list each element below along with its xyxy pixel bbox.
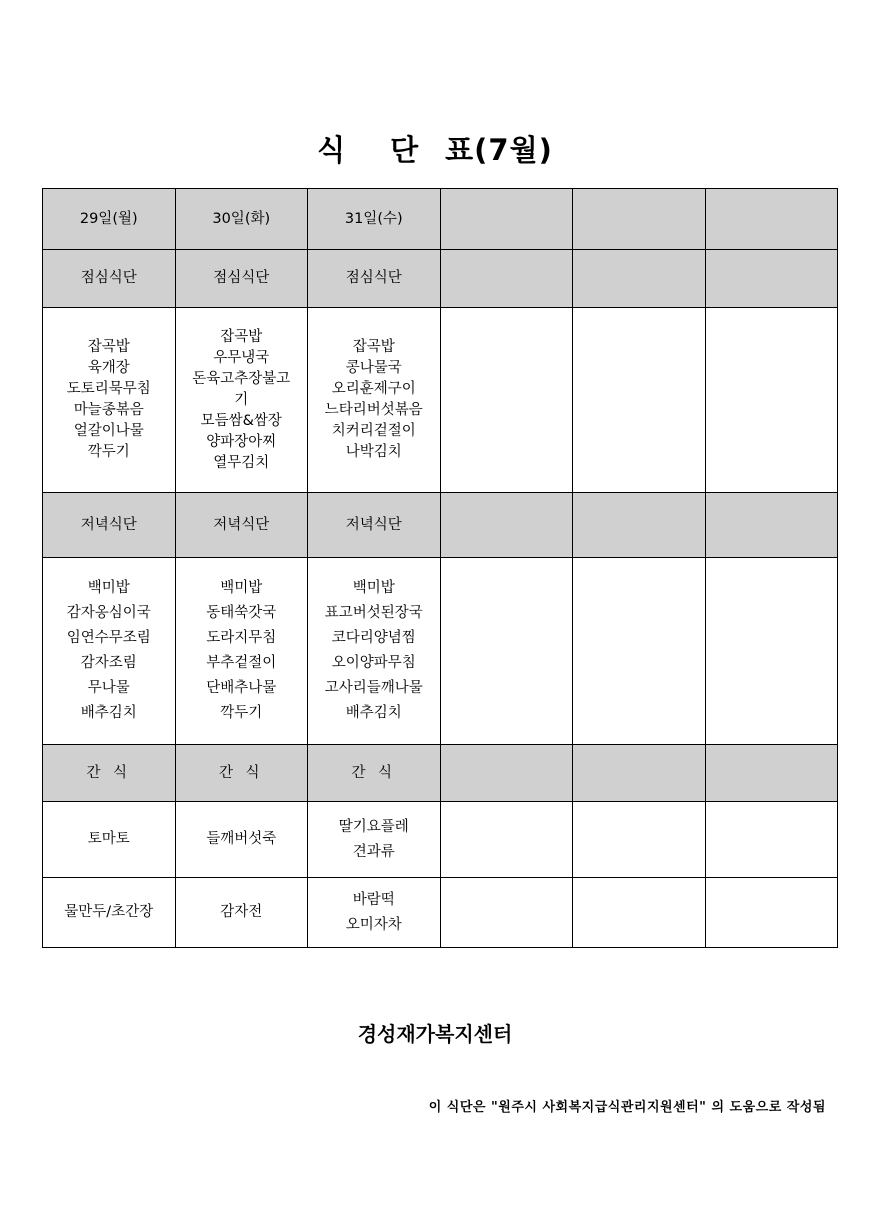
menu-item: 무나물 xyxy=(87,680,130,696)
menu-item: 표고버섯된장국 xyxy=(324,605,423,621)
menu-item: 얼갈이나물 xyxy=(73,423,144,439)
snack-header-row xyxy=(43,745,838,802)
lunch-header-cell: 점심식단 xyxy=(175,250,308,308)
menu-item: 돈육고추장불고 xyxy=(192,370,291,387)
footnote: 이 식단은 "원주시 사회복지급식관리지원센터" 의 도움으로 작성됨 xyxy=(428,1100,826,1115)
snack-row-2 xyxy=(43,878,838,948)
date-cell: 30일(화) xyxy=(175,189,308,250)
snack-cell xyxy=(705,878,838,948)
menu-item: 배추김치 xyxy=(345,705,402,721)
snack-cell xyxy=(573,878,706,948)
snack-cell xyxy=(175,802,308,878)
menu-item: 백미밥 xyxy=(352,580,395,596)
menu-item: 코다리양념찜 xyxy=(331,630,416,646)
snack-header-cell xyxy=(440,745,573,802)
page-title xyxy=(0,128,870,169)
menu-item: 오리훈제구이 xyxy=(331,381,416,397)
dinner-menu-cell xyxy=(175,558,308,745)
menu-item: 육개장 xyxy=(87,360,130,376)
menu-item: 오이양파무침 xyxy=(331,655,416,671)
menu-item: 양파장아찌 xyxy=(206,433,277,450)
snack-cell xyxy=(440,878,573,948)
menu-item: 딸기요플레 xyxy=(338,818,409,835)
menu-item: 깍두기 xyxy=(220,705,263,721)
menu-item: 감자전 xyxy=(220,904,263,920)
dinner-menu-cell xyxy=(440,558,573,745)
dinner-menu-row xyxy=(43,558,838,745)
snack-header-cell xyxy=(573,745,706,802)
menu-table xyxy=(42,188,838,948)
lunch-header-cell xyxy=(440,250,573,308)
snack-cell xyxy=(308,878,441,948)
menu-item: 도토리묵무침 xyxy=(66,381,151,397)
snack-header-cell xyxy=(705,745,838,802)
menu-item: 감자옹심이국 xyxy=(66,605,151,621)
menu-item: 바람떡 xyxy=(352,891,395,908)
date-cell: 31일(수) xyxy=(308,189,441,250)
lunch-menu-cell xyxy=(308,308,441,493)
lunch-header-cell: 점심식단 xyxy=(43,250,176,308)
lunch-menu-cell xyxy=(705,308,838,493)
menu-item: 잡곡밥 xyxy=(220,328,263,345)
menu-item: 들깨버섯죽 xyxy=(206,831,277,847)
title-part-2: 단 xyxy=(390,133,420,167)
dinner-menu-cell xyxy=(43,558,176,745)
snack-header-cell: 간 식 xyxy=(175,745,308,802)
snack-cell xyxy=(440,802,573,878)
title-part-1: 식 xyxy=(317,133,347,167)
title-part-3: 표(7월) xyxy=(445,133,553,167)
date-row xyxy=(43,189,838,250)
menu-item: 잡곡밥 xyxy=(87,339,130,355)
snack-cell xyxy=(705,802,838,878)
lunch-header-cell xyxy=(705,250,838,308)
dinner-menu-cell xyxy=(573,558,706,745)
menu-item: 잡곡밥 xyxy=(352,339,395,355)
menu-item: 콩나물국 xyxy=(345,360,402,376)
menu-item: 물만두/초간장 xyxy=(64,904,154,920)
menu-item: 치커리겉절이 xyxy=(331,423,416,439)
dinner-header-cell: 저녁식단 xyxy=(43,493,176,558)
menu-item: 마늘종볶음 xyxy=(73,402,144,418)
snack-cell xyxy=(43,802,176,878)
dinner-header-row xyxy=(43,493,838,558)
menu-item: 부추겉절이 xyxy=(206,655,277,671)
dinner-header-cell: 저녁식단 xyxy=(175,493,308,558)
snack-header-cell: 간 식 xyxy=(308,745,441,802)
menu-item: 느타리버섯볶음 xyxy=(324,402,423,418)
date-cell: 29일(월) xyxy=(43,189,176,250)
menu-item: 도라지무침 xyxy=(206,630,277,646)
menu-item: 기 xyxy=(234,391,249,408)
lunch-header-cell: 점심식단 xyxy=(308,250,441,308)
menu-item: 우무냉국 xyxy=(213,349,270,366)
menu-item: 임연수무조림 xyxy=(66,630,151,646)
menu-item: 백미밥 xyxy=(220,580,263,596)
dinner-header-cell xyxy=(440,493,573,558)
menu-item: 동태쑥갓국 xyxy=(206,605,277,621)
lunch-header-row xyxy=(43,250,838,308)
menu-item: 백미밥 xyxy=(87,580,130,596)
date-cell xyxy=(705,189,838,250)
dinner-header-cell: 저녁식단 xyxy=(308,493,441,558)
lunch-menu-cell xyxy=(43,308,176,493)
date-cell xyxy=(573,189,706,250)
snack-cell xyxy=(573,802,706,878)
snack-cell xyxy=(175,878,308,948)
lunch-menu-cell xyxy=(175,308,308,493)
snack-row-1 xyxy=(43,802,838,878)
dinner-menu-cell xyxy=(308,558,441,745)
menu-item: 단배추나물 xyxy=(206,680,277,696)
menu-item: 토마토 xyxy=(87,831,130,847)
menu-item: 나박김치 xyxy=(345,444,402,460)
lunch-menu-row xyxy=(43,308,838,493)
lunch-menu-cell xyxy=(440,308,573,493)
dinner-menu-cell xyxy=(705,558,838,745)
menu-item: 고사리들깨나물 xyxy=(324,680,423,696)
menu-item: 배추김치 xyxy=(80,705,137,721)
dinner-header-cell xyxy=(705,493,838,558)
menu-item: 오미자차 xyxy=(345,916,402,933)
center-name: 경성재가복지센터 xyxy=(357,1022,513,1046)
menu-item: 견과류 xyxy=(352,843,395,860)
lunch-header-cell xyxy=(573,250,706,308)
snack-header-cell: 간 식 xyxy=(43,745,176,802)
menu-item: 감자조림 xyxy=(80,655,137,671)
date-cell xyxy=(440,189,573,250)
menu-item: 모듬쌈&쌈장 xyxy=(200,412,282,429)
dinner-header-cell xyxy=(573,493,706,558)
menu-item: 깍두기 xyxy=(87,444,130,460)
lunch-menu-cell xyxy=(573,308,706,493)
snack-cell xyxy=(43,878,176,948)
snack-cell xyxy=(308,802,441,878)
menu-item: 열무김치 xyxy=(213,454,270,471)
